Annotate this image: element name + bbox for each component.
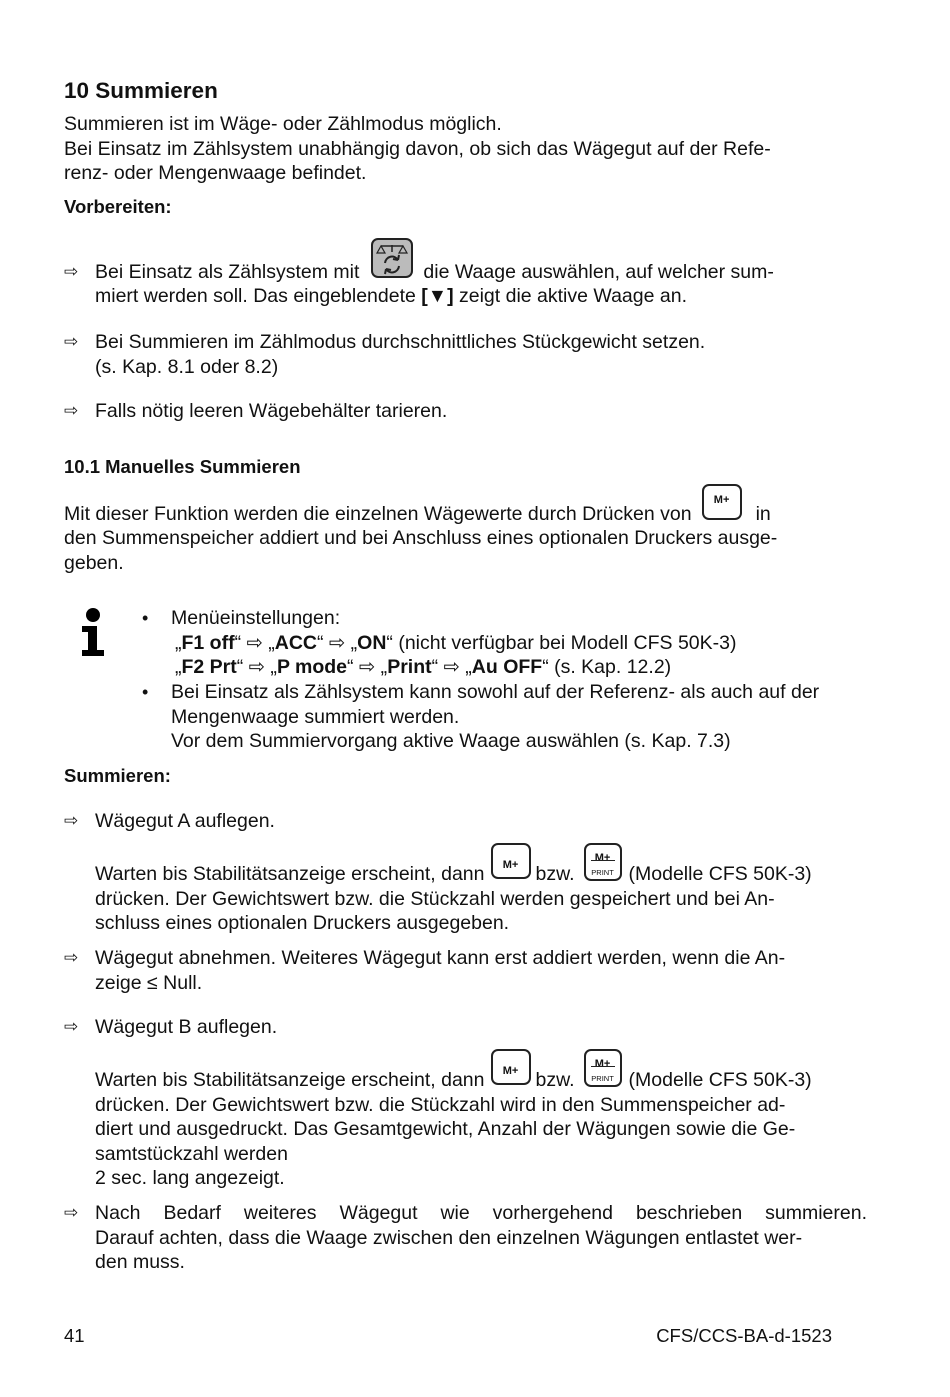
- m-plus-print-key-icon: M+ PRINT: [584, 1049, 622, 1087]
- sum-step-b: Wägegut B auflegen. Warten bis Stabilitätsanzeige erscheint, dann M+ bzw. M+ PRINT (Modelle CFS 50K-3) drücken. Der Gewichtswert bzw. die Stückzahl wird in den Summenspeicher ad- diert und ausgedruckt. Das Gesamtgewicht, Anzahl der Wägungen sowie die Ge- samtstückzahl werden 2 sec. lang angezeigt.: [95, 1016, 812, 1189]
- m-plus-print-key-icon: M+ PRINT: [584, 843, 622, 881]
- arrow-icon: ⇨: [64, 811, 79, 831]
- prep-step-2: Bei Summieren im Zählmodus durchschnittliches Stückgewicht setzen. (s. Kap. 8.1 oder 8.2): [95, 331, 706, 378]
- arrow-icon: ⇨: [64, 1017, 79, 1037]
- info-icon: [78, 608, 108, 658]
- page-title: 10 Summieren: [64, 78, 218, 103]
- bullet-icon: •: [142, 682, 149, 702]
- arrow-icon: ⇨: [64, 401, 79, 421]
- arrow-icon: ⇨: [64, 332, 79, 352]
- info-menu-settings: Menüeinstellungen: „F1 off“ ⇨ „ACC“ ⇨ „ON“ (nicht verfügbar bei Modell CFS 50K-3) „F2 Prt“ ⇨ „P mode“ ⇨ „Print“ ⇨ „Au OFF“ (s. Kap. 12.2): [171, 606, 881, 680]
- menu-path-1: „F1 off“ ⇨ „ACC“ ⇨ „ON“ (nicht verfügbar bei Modell CFS 50K-3): [175, 631, 737, 654]
- m-plus-key-icon: M+: [491, 843, 531, 879]
- menu-path-2: „F2 Prt“ ⇨ „P mode“ ⇨ „Print“ ⇨ „Au OFF“ (s. Kap. 12.2): [175, 656, 672, 678]
- arrow-icon: ⇨: [64, 262, 79, 282]
- page-number: 41: [64, 1325, 85, 1346]
- bullet-icon: •: [142, 608, 149, 628]
- intro: Summieren ist im Wäge- oder Zählmodus möglich. Bei Einsatz im Zählsystem unabhängig davon, ob sich das Wägegut auf der Refe- renz- oder Mengenwaage befindet.: [64, 113, 771, 184]
- section-heading: 10.1 Manuelles Summieren: [64, 456, 301, 477]
- arrow-icon: ⇨: [64, 1203, 79, 1223]
- sum-step-a: Wägegut A auflegen. Warten bis Stabilitätsanzeige erscheint, dann M+ bzw. M+ PRINT (Modelle CFS 50K-3) drücken. Der Gewichtswert bzw. die Stückzahl werden gespeichert und bei An- schluss eines optionalen Druckers ausgegeben.: [95, 810, 812, 934]
- m-plus-key-icon: M+: [702, 484, 742, 520]
- sum-step-remove: Wägegut abnehmen. Weiteres Wägegut kann erst addiert werden, wenn die An- zeige ≤ Null.: [95, 947, 786, 994]
- info-counting-system: Bei Einsatz als Zählsystem kann sowohl auf der Referenz- als auch auf der Mengenwaage summiert werden. Vor dem Summiervorgang aktive Waage auswählen (s. Kap. 7.3): [171, 681, 820, 752]
- scale-switch-key-icon: [371, 238, 413, 278]
- prepare-label: Vorbereiten:: [64, 196, 172, 217]
- document-id: CFS/CCS-BA-d-1523: [656, 1325, 832, 1346]
- prep-step-3: Falls nötig leeren Wägebehälter tarieren.: [95, 400, 448, 422]
- sum-step-next: Nach Bedarf weiteres Wägegut wie vorhergehend beschrieben summieren. Darauf achten, dass die Waage zwischen den einzelnen Wägungen entlastet wer- den muss.: [95, 1202, 867, 1273]
- sum-label: Summieren:: [64, 765, 171, 786]
- m-plus-key-icon: M+: [491, 1049, 531, 1085]
- arrow-icon: ⇨: [64, 948, 79, 968]
- function-description: Mit dieser Funktion werden die einzelnen Wägewerte durch Drücken von M+ in den Summenspeicher addiert und bei Anschluss eines optionalen Druckers ausge- geben.: [64, 484, 844, 575]
- prep-step-1: Bei Einsatz als Zählsystem mit die Waage auswählen, auf welcher sum- miert werden soll. Das eingeblendete [▼] zeigt die aktive Waage an.: [95, 238, 870, 309]
